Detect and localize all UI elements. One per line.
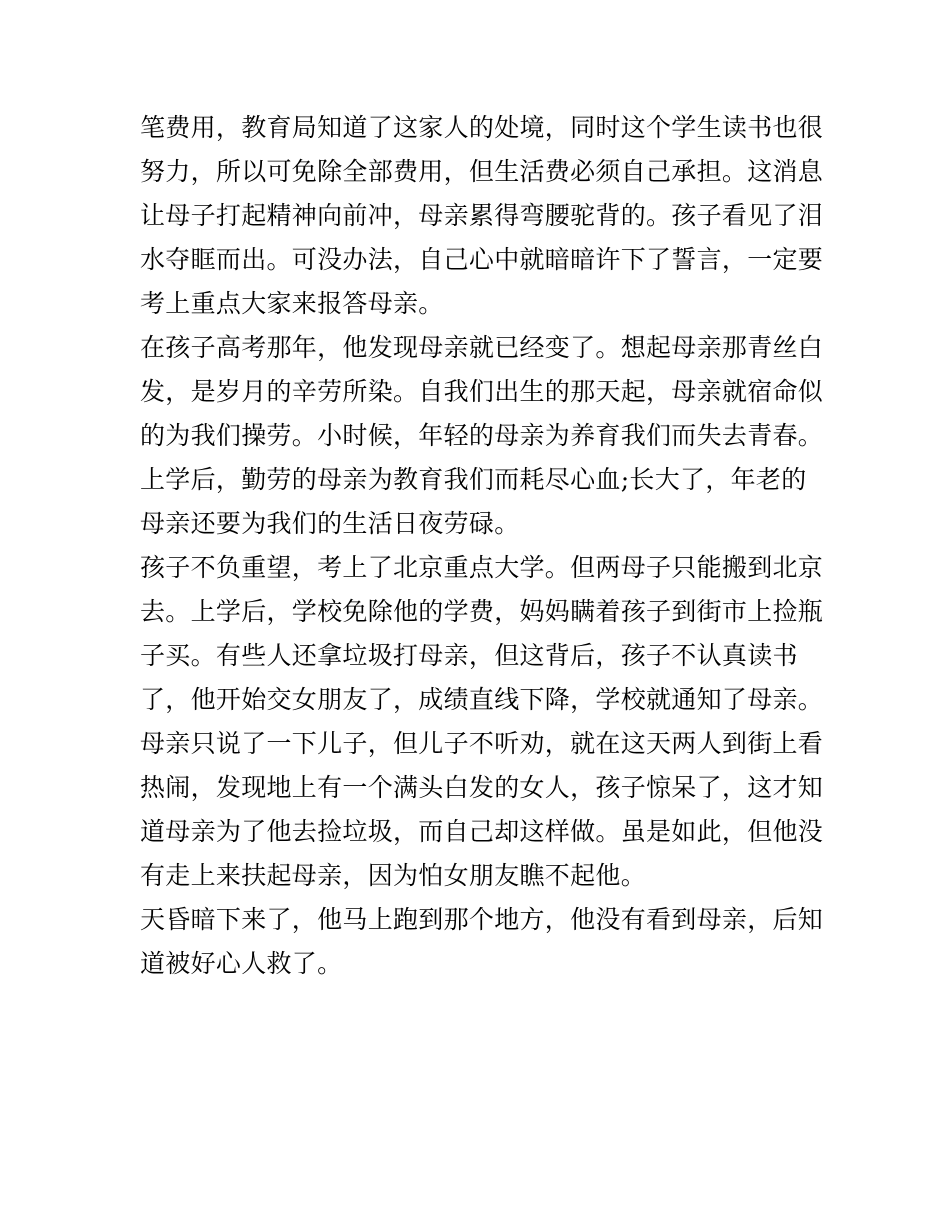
text-line: 母亲只说了一下儿子，但儿子不听劝，就在这天两人到街上看	[140, 729, 824, 758]
text-line: 努力，所以可免除全部费用，但生活费必须自己承担。这消息	[140, 157, 824, 186]
paragraph-2	[140, 326, 830, 546]
text-line: 发，是岁月的辛劳所染。自我们出生的那天起，母亲就宿命似	[140, 377, 824, 406]
paragraph-4	[140, 898, 830, 986]
text-line: 去。上学后，学校免除他的学费，妈妈瞒着孩子到街市上捡瓶	[140, 597, 824, 626]
text-line: 有走上来扶起母亲，因为怕女朋友瞧不起他。	[140, 861, 647, 890]
body-text	[140, 106, 830, 986]
text-line: 道被好心人救了。	[140, 949, 343, 978]
text-line: 水夺眶而出。可没办法，自己心中就暗暗许下了誓言，一定要	[140, 245, 824, 274]
text-line: 的为我们操劳。小时候，年轻的母亲为养育我们而失去青春。	[140, 421, 824, 450]
paragraph-1	[140, 106, 830, 326]
text-line: 子买。有些人还拿垃圾打母亲，但这背后，孩子不认真读书	[140, 641, 798, 670]
text-line: 上学后，勤劳的母亲为教育我们而耗尽心血;长大了，年老的	[140, 465, 807, 494]
text-line: 在孩子高考那年，他发现母亲就已经变了。想起母亲那青丝白	[140, 333, 824, 362]
text-line: 天昏暗下来了，他马上跑到那个地方，他没有看到母亲，后知	[140, 905, 824, 934]
text-line: 笔费用，教育局知道了这家人的处境，同时这个学生读书也很	[140, 113, 824, 142]
paragraph-3	[140, 546, 830, 898]
text-line: 孩子不负重望，考上了北京重点大学。但两母子只能搬到北京	[140, 553, 824, 582]
text-line: 考上重点大家来报答母亲。	[140, 289, 444, 318]
text-line: 了，他开始交女朋友了，成绩直线下降，学校就通知了母亲。	[140, 685, 824, 714]
text-line: 热闹，发现地上有一个满头白发的女人，孩子惊呆了，这才知	[140, 773, 824, 802]
text-line: 道母亲为了他去捡垃圾，而自己却这样做。虽是如此，但他没	[140, 817, 824, 846]
text-line: 母亲还要为我们的生活日夜劳碌。	[140, 509, 520, 538]
text-line: 让母子打起精神向前冲，母亲累得弯腰驼背的。孩子看见了泪	[140, 201, 824, 230]
